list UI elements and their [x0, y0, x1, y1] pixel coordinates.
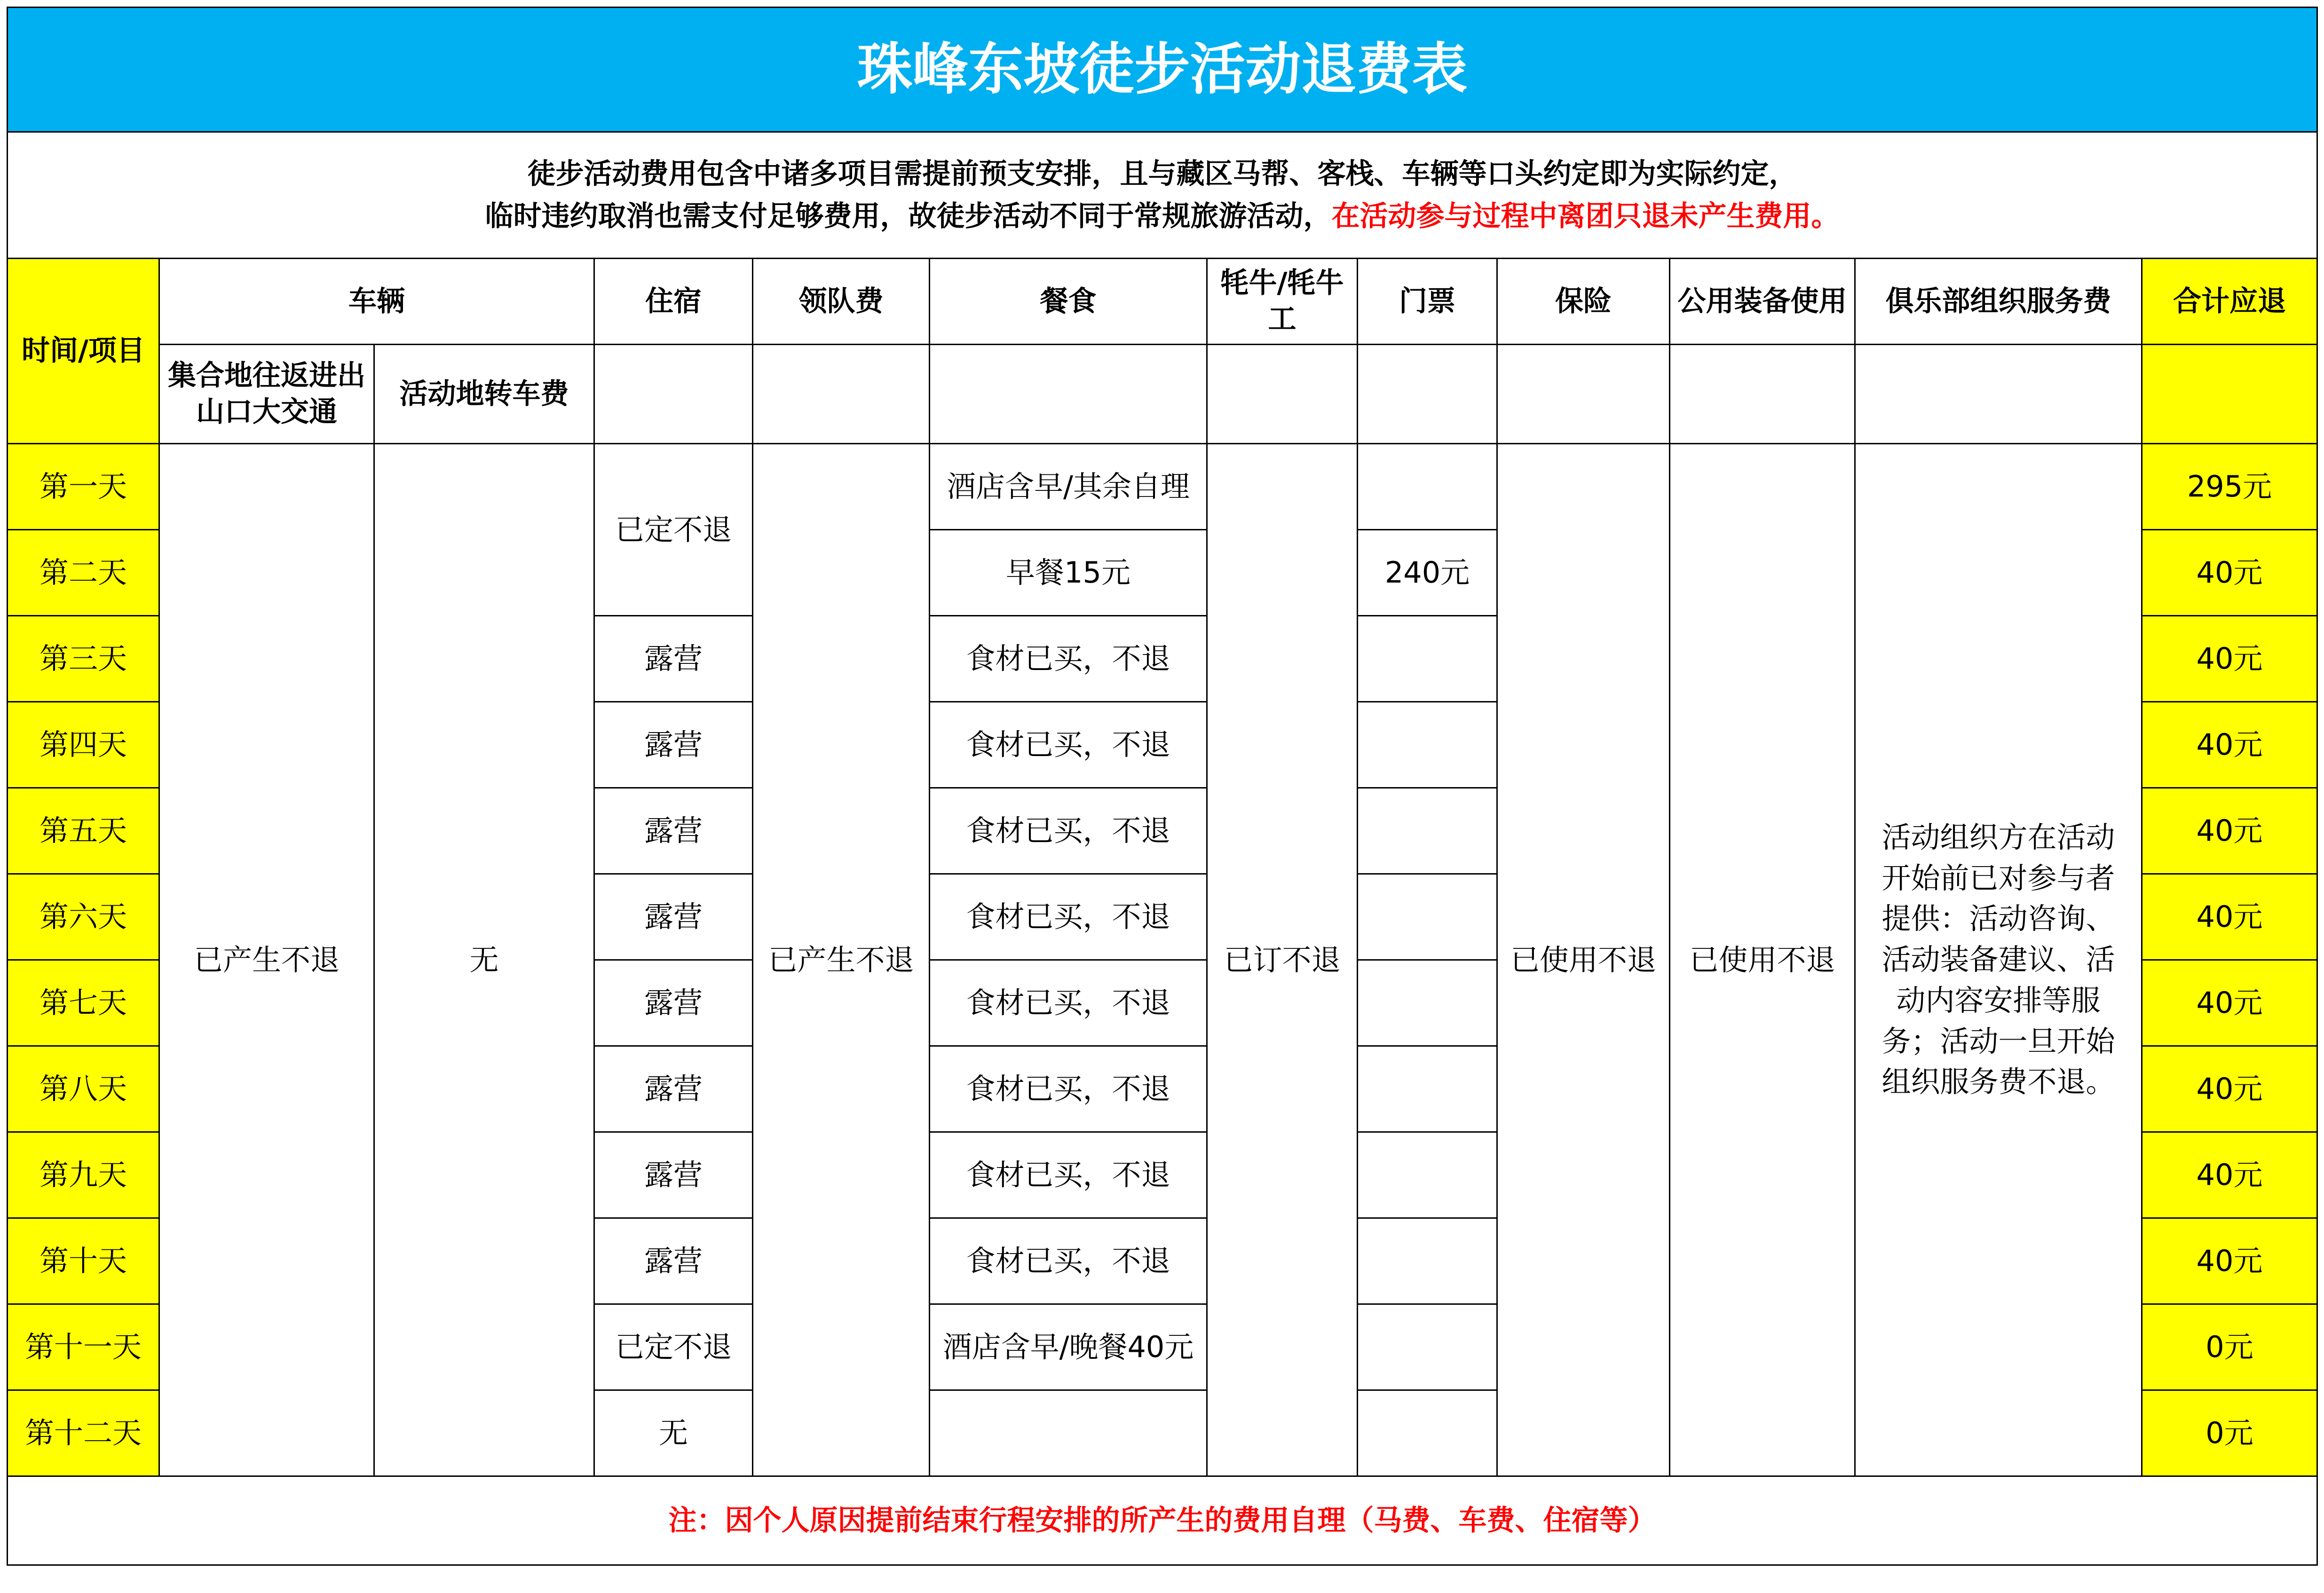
- refund-total-value: 40元: [2142, 530, 2317, 616]
- empty-cell: [1497, 345, 1670, 444]
- ticket-value: [1358, 444, 1497, 530]
- header-insurance: 保险: [1497, 259, 1670, 345]
- lodging-value: 露营: [594, 960, 753, 1046]
- header-club-fee: 俱乐部组织服务费: [1855, 259, 2142, 345]
- refund-total-value: 295元: [2142, 444, 2317, 530]
- header-total: 合计应退: [2142, 259, 2317, 345]
- ticket-value: [1358, 960, 1497, 1046]
- refund-total-value: 40元: [2142, 1046, 2317, 1132]
- day-label: 第五天: [8, 788, 159, 874]
- meal-value: 食材已买，不退: [930, 616, 1207, 702]
- ticket-value: 240元: [1358, 530, 1497, 616]
- header-lodging: 住宿: [594, 259, 753, 345]
- sheet-title: 珠峰东坡徒步活动退费表: [8, 8, 2317, 132]
- ticket-value: [1358, 788, 1497, 874]
- day-label: 第十二天: [8, 1390, 159, 1476]
- insurance-value: 已使用不退: [1497, 444, 1670, 1476]
- lodging-value: 露营: [594, 874, 753, 960]
- meal-value: [930, 1390, 1207, 1476]
- refund-total-value: 40元: [2142, 1218, 2317, 1304]
- header-vehicle: 车辆: [159, 259, 594, 345]
- vehicle-transfer-value: 无: [374, 444, 594, 1476]
- lodging-value: 露营: [594, 788, 753, 874]
- day-label: 第四天: [8, 702, 159, 788]
- empty-cell: [1855, 345, 2142, 444]
- meal-value: 食材已买，不退: [930, 874, 1207, 960]
- empty-cell: [1670, 345, 1855, 444]
- empty-cell: [1358, 345, 1497, 444]
- meal-value: 食材已买，不退: [930, 1046, 1207, 1132]
- lodging-value: 已定不退: [594, 1304, 753, 1390]
- meal-value: 食材已买，不退: [930, 702, 1207, 788]
- header-vehicle-transport: 集合地往返进出山口大交通: [159, 345, 374, 444]
- refund-sheet: [7, 7, 2316, 1566]
- lodging-value: 露营: [594, 1218, 753, 1304]
- empty-cell: [753, 345, 930, 444]
- header-ticket: 门票: [1358, 259, 1497, 345]
- refund-total-value: 0元: [2142, 1304, 2317, 1390]
- meal-value: 酒店含早/其余自理: [930, 444, 1207, 530]
- ticket-value: [1358, 1304, 1497, 1390]
- header-gear: 公用装备使用: [1670, 259, 1855, 345]
- ticket-value: [1358, 1046, 1497, 1132]
- refund-total-value: 40元: [2142, 960, 2317, 1046]
- empty-cell: [594, 345, 753, 444]
- header-time-item: 时间/项目: [8, 259, 159, 444]
- yak-value: 已订不退: [1207, 444, 1358, 1476]
- header-meals: 餐食: [930, 259, 1207, 345]
- meal-value: 食材已买，不退: [930, 960, 1207, 1046]
- intro-line2: 临时违约取消也需支付足够费用，故徒步活动不同于常规旅游活动，: [485, 200, 1332, 233]
- header-yak: 牦牛/牦牛工: [1207, 259, 1358, 345]
- meal-value: 食材已买，不退: [930, 788, 1207, 874]
- lodging-value: 露营: [594, 1046, 753, 1132]
- empty-cell: [930, 345, 1207, 444]
- vehicle-transport-value: 已产生不退: [159, 444, 374, 1476]
- ticket-value: [1358, 1132, 1497, 1218]
- note-row: [8, 1476, 2317, 1565]
- lodging-value: 露营: [594, 616, 753, 702]
- meal-value: 早餐15元: [930, 530, 1207, 616]
- header-vehicle-transfer: 活动地转车费: [374, 345, 594, 444]
- meal-value: 食材已买，不退: [930, 1218, 1207, 1304]
- day-label: 第九天: [8, 1132, 159, 1218]
- day-label: 第八天: [8, 1046, 159, 1132]
- day-label: 第二天: [8, 530, 159, 616]
- header-leader-fee: 领队费: [753, 259, 930, 345]
- intro-text: [8, 132, 2317, 259]
- refund-total-value: 40元: [2142, 788, 2317, 874]
- meal-value: 食材已买，不退: [930, 1132, 1207, 1218]
- leader-fee-value: 已产生不退: [753, 444, 930, 1476]
- day-label: 第十天: [8, 1218, 159, 1304]
- lodging-value: 无: [594, 1390, 753, 1476]
- day-label: 第七天: [8, 960, 159, 1046]
- intro-line2-alert: 在活动参与过程中离团只退未产生费用。: [1331, 200, 1840, 233]
- lodging-value: 已定不退: [594, 444, 753, 616]
- day-label: 第十一天: [8, 1304, 159, 1390]
- refund-total-value: 40元: [2142, 1132, 2317, 1218]
- refund-total-value: 40元: [2142, 702, 2317, 788]
- meal-value: 酒店含早/晚餐40元: [930, 1304, 1207, 1390]
- gear-value: 已使用不退: [1670, 444, 1855, 1476]
- refund-total-value: 0元: [2142, 1390, 2317, 1476]
- club-fee-value: 活动组织方在活动开始前已对参与者提供：活动咨询、活动装备建议、活动内容安排等服务；活动一旦开始组织服务费不退。: [1855, 444, 2142, 1476]
- empty-cell: [1207, 345, 1358, 444]
- lodging-value: 露营: [594, 1132, 753, 1218]
- empty-cell: [2142, 345, 2317, 444]
- table-row: [8, 444, 2317, 530]
- day-label: 第一天: [8, 444, 159, 530]
- ticket-value: [1358, 1390, 1497, 1476]
- intro-line1: 徒步活动费用包含中诸多项目需提前预支安排，且与藏区马帮、客栈、车辆等口头约定即为实际约定，: [527, 158, 1797, 190]
- lodging-value: 露营: [594, 702, 753, 788]
- refund-total-value: 40元: [2142, 874, 2317, 960]
- refund-total-value: 40元: [2142, 616, 2317, 702]
- ticket-value: [1358, 702, 1497, 788]
- footnote: 注：因个人原因提前结束行程安排的所产生的费用自理（马费、车费、住宿等）: [8, 1476, 2317, 1565]
- ticket-value: [1358, 616, 1497, 702]
- day-label: 第三天: [8, 616, 159, 702]
- ticket-value: [1358, 1218, 1497, 1304]
- ticket-value: [1358, 874, 1497, 960]
- day-label: 第六天: [8, 874, 159, 960]
- refund-table: [7, 7, 2318, 1566]
